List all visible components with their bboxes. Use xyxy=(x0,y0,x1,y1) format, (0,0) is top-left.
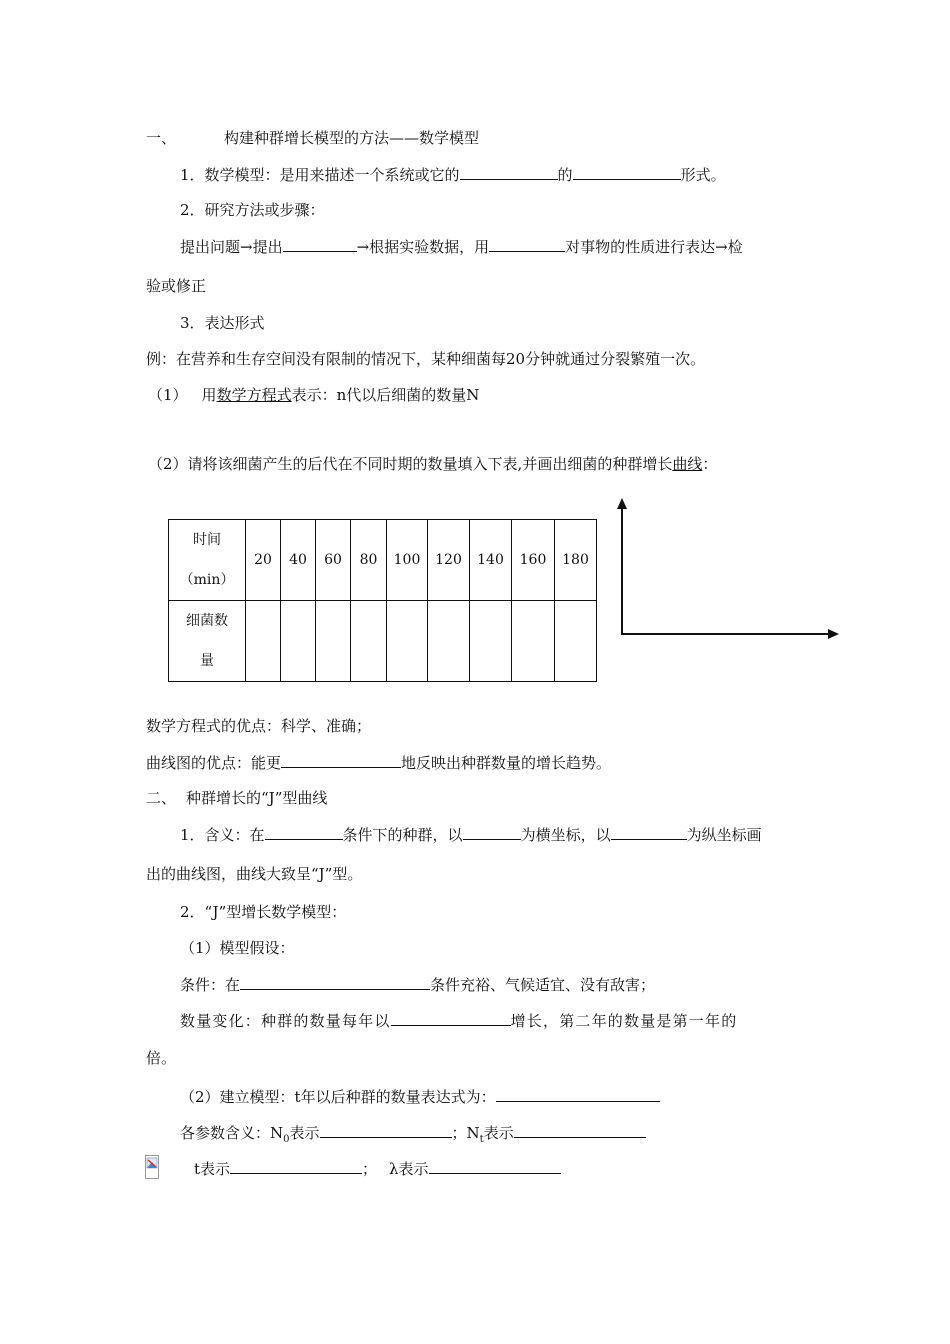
question-number: （1） xyxy=(148,386,188,404)
count-input-cell[interactable] xyxy=(387,601,428,682)
text: 对事物的性质进行表达→检 xyxy=(565,238,743,256)
paragraph-research-method: 2．研究方法或步骤： xyxy=(180,201,325,219)
paragraph-j-model: 2．“J”型增长数学模型： xyxy=(180,903,347,921)
count-input-cell[interactable] xyxy=(281,601,316,682)
text: （2）请将该细菌产生的后代在不同时期的数量填入下表,并画出细菌的种群增长 xyxy=(148,455,673,473)
text: 条件充裕、气候适宜、没有敌害； xyxy=(430,976,656,994)
paragraph-conditions xyxy=(180,974,655,995)
text: 表示 xyxy=(289,1124,320,1142)
blank-field[interactable] xyxy=(281,752,401,768)
section-1-heading xyxy=(146,128,479,148)
blank-field[interactable] xyxy=(320,1122,452,1138)
text: t表示 xyxy=(194,1160,231,1178)
time-cell: 160 xyxy=(512,520,555,601)
text: ；N xyxy=(451,1124,480,1142)
table-row xyxy=(169,601,597,682)
text: 增长，第二年的数量是第一年的 xyxy=(510,1012,738,1030)
text: 曲线图的优点：能更 xyxy=(146,754,282,772)
blank-field[interactable] xyxy=(391,1010,511,1026)
time-cell: 40 xyxy=(281,520,316,601)
blank-field[interactable] xyxy=(283,236,357,252)
subscript: 0 xyxy=(283,1134,290,1145)
example-text: 例：在营养和生存空间没有限制的情况下，某种细菌每20分钟就通过分裂繁殖一次。 xyxy=(146,350,706,368)
text: 1．数学模型：是用来描述一个系统或它的 xyxy=(180,166,460,184)
section-2-title: 种群增长的“J”型曲线 xyxy=(186,789,328,807)
count-label: 细菌数 xyxy=(186,613,228,629)
subscript: t xyxy=(479,1134,484,1145)
text: 表示 xyxy=(483,1124,514,1142)
count-input-cell[interactable] xyxy=(246,601,281,682)
section-2-number: 二、 xyxy=(146,789,177,807)
text: 提出问题→提出 xyxy=(180,238,283,256)
empty-axes-diagram[interactable] xyxy=(605,495,845,645)
graph-advantage xyxy=(146,752,611,773)
count-input-cell[interactable] xyxy=(316,601,351,682)
count-input-cell[interactable] xyxy=(512,601,555,682)
time-cell: 140 xyxy=(470,520,512,601)
broken-image-icon xyxy=(145,1155,159,1179)
text: 条件下的种群，以 xyxy=(342,826,463,844)
bacteria-count-table xyxy=(168,519,597,682)
question-1 xyxy=(148,385,479,405)
blank-field[interactable] xyxy=(429,1158,561,1174)
text: ： xyxy=(702,455,718,473)
blank-field[interactable] xyxy=(489,236,565,252)
text: ； xyxy=(362,1160,378,1178)
paragraph-j-curve-meaning-continued: 出的曲线图，曲线大致呈“J”型。 xyxy=(146,865,363,883)
text: 1．含义：在 xyxy=(180,826,265,844)
paragraph-steps xyxy=(180,236,743,257)
text: 为纵坐标画 xyxy=(686,826,762,844)
section-1-title: 构建种群增长模型的方法——数学模型 xyxy=(224,129,480,147)
count-input-cell[interactable] xyxy=(351,601,387,682)
paragraph-quantity-change xyxy=(180,1010,737,1031)
time-unit: （min） xyxy=(179,572,235,588)
time-cell: 60 xyxy=(316,520,351,601)
count-input-cell[interactable] xyxy=(470,601,512,682)
paragraph-parameters xyxy=(180,1122,646,1150)
time-label: 时间 xyxy=(193,532,221,548)
text: 各参数含义：N xyxy=(180,1124,284,1142)
time-header-cell xyxy=(169,520,246,601)
x-axis-arrow-icon xyxy=(828,629,839,639)
y-axis-arrow-icon xyxy=(617,498,627,509)
blank-field[interactable] xyxy=(240,974,430,990)
time-cell: 80 xyxy=(351,520,387,601)
blank-field[interactable] xyxy=(611,824,687,840)
equation-advantage: 数学方程式的优点：科学、准确； xyxy=(146,717,372,735)
text: 数量变化：种群的数量每年以 xyxy=(180,1012,391,1030)
time-cell: 120 xyxy=(428,520,470,601)
count-header-cell xyxy=(169,601,246,682)
section-2-heading xyxy=(146,788,327,808)
paragraph-math-model-definition xyxy=(180,164,726,185)
paragraph-build-model xyxy=(180,1086,660,1107)
text: 为横坐标，以 xyxy=(520,826,611,844)
blank-field[interactable] xyxy=(573,164,681,180)
count-input-cell[interactable] xyxy=(428,601,470,682)
time-cell: 20 xyxy=(246,520,281,601)
time-cell: 180 xyxy=(555,520,597,601)
blank-field[interactable] xyxy=(265,824,343,840)
text: 的 xyxy=(557,166,573,184)
text: 形式。 xyxy=(680,166,726,184)
text: 地反映出种群数量的增长趋势。 xyxy=(401,754,612,772)
text: →根据实验数据，用 xyxy=(356,238,490,256)
blank-field[interactable] xyxy=(463,824,521,840)
blank-field[interactable] xyxy=(514,1122,646,1138)
text: λ表示 xyxy=(389,1160,429,1178)
blank-field[interactable] xyxy=(460,164,558,180)
paragraph-model-assumption: （1）模型假设： xyxy=(180,939,295,957)
paragraph-quantity-change-continued: 倍。 xyxy=(146,1049,177,1067)
paragraph-j-curve-meaning xyxy=(180,824,762,845)
blank-field[interactable] xyxy=(496,1086,660,1102)
blank-field[interactable] xyxy=(230,1158,362,1174)
underlined-term: 曲线 xyxy=(672,455,703,473)
count-input-cell[interactable] xyxy=(555,601,597,682)
paragraph-expression-form: 3．表达形式 xyxy=(180,314,265,332)
underlined-term: 数学方程式 xyxy=(216,386,292,404)
table-row xyxy=(169,520,597,601)
section-1-number: 一、 xyxy=(146,129,177,147)
text: 条件：在 xyxy=(180,976,241,994)
paragraph-t-lambda xyxy=(194,1158,561,1179)
count-label-cont: 量 xyxy=(200,653,214,669)
text: （2）建立模型：t年以后种群的数量表达式为： xyxy=(180,1088,496,1106)
text: 用 xyxy=(201,386,217,404)
question-2 xyxy=(148,454,717,474)
time-cell: 100 xyxy=(387,520,428,601)
paragraph-steps-continued: 验或修正 xyxy=(146,277,207,295)
text: 表示：n代以后细菌的数量N xyxy=(291,386,480,404)
